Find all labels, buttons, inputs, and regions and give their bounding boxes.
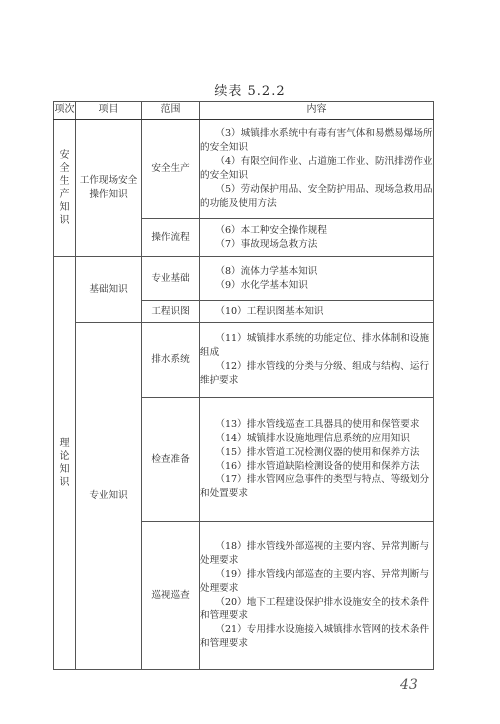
content-engineering-drawing: （10）工程识图基本知识 bbox=[200, 301, 434, 323]
section-label-theory: 理 论 知 识 bbox=[54, 257, 76, 670]
content-operation-process: （6）本工种安全操作规程 （7）事故现场急救方法 bbox=[200, 219, 434, 257]
table-title: 续表 5.2.2 bbox=[214, 84, 286, 99]
scope-operation-process: 操作流程 bbox=[142, 219, 200, 257]
table-row bbox=[54, 257, 434, 301]
content-professional-basics: （8）流体力学基本知识 （9）水化学基本知识 bbox=[200, 257, 434, 301]
table-header-row bbox=[54, 102, 434, 120]
header-xiangci: 项次 bbox=[54, 102, 76, 120]
page-number: 43 bbox=[400, 677, 418, 693]
header-xiangmu: 项目 bbox=[76, 102, 142, 120]
item-basic-knowledge: 基础知识 bbox=[76, 257, 142, 323]
content-drainage-system: （11）城镇排水系统的功能定位、排水体制和设施组成 （12）排水管线的分类与分级、组成与结构、运行维护要求 bbox=[200, 323, 434, 398]
header-neirong: 内容 bbox=[200, 102, 434, 120]
scope-engineering-drawing: 工程识图 bbox=[142, 301, 200, 323]
table-row bbox=[54, 323, 434, 398]
header-fanwei: 范围 bbox=[142, 102, 200, 120]
scope-drainage-system: 排水系统 bbox=[142, 323, 200, 398]
scope-professional-basics: 专业基础 bbox=[142, 257, 200, 301]
requirements-table bbox=[53, 101, 434, 670]
scope-inspection-prep: 检查准备 bbox=[142, 398, 200, 522]
scope-patrol-inspection: 巡视巡查 bbox=[142, 522, 200, 670]
section-label-safety: 安 全 生 产 知 识 bbox=[54, 120, 76, 257]
item-professional-knowledge: 专业知识 bbox=[76, 323, 142, 670]
content-inspection-prep: （13）排水管线巡查工具器具的使用和保管要求 （14）城镇排水设施地理信息系统的应用知识 （15）排水管道工况检测仪器的使用和保养方法 （16）排水管道缺陷检测设备的使用和保养方法 （17）排水管网应急事件的类型与特点、等级划分和处置要求 bbox=[200, 398, 434, 522]
scope-safety-production: 安全生产 bbox=[142, 120, 200, 219]
content-patrol-inspection: （18）排水管线外部巡视的主要内容、异常判断与处理要求 （19）排水管线内部巡查的主要内容、异常判断与处理要求 （20）地下工程建设保护排水设施安全的技术条件和管理要求 （21）专用排水设施接入城镇排水管网的技术条件和管理要求 bbox=[200, 522, 434, 670]
item-work-site-safety: 工作现场安全操作知识 bbox=[76, 120, 142, 257]
content-safety-production: （3）城镇排水系统中有毒有害气体和易燃易爆场所的安全知识 （4）有限空间作业、占道施工作业、防汛排涝作业的安全知识 （5）劳动保护用品、安全防护用品、现场急救用品的功能及使用方法 bbox=[200, 120, 434, 219]
table-row bbox=[54, 120, 434, 219]
